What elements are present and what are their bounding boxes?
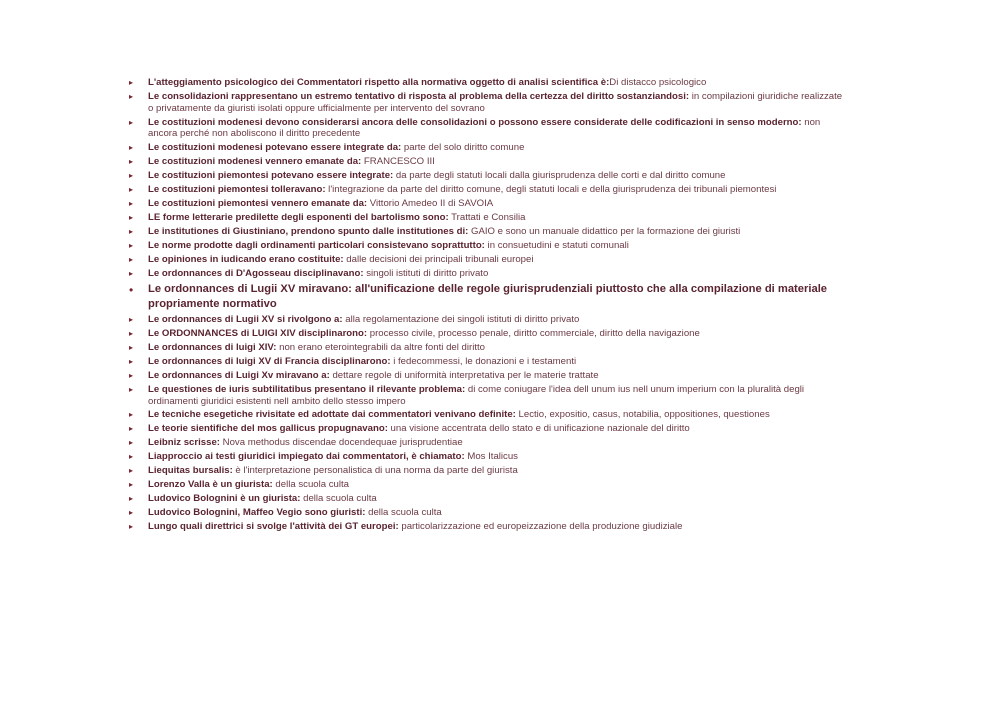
list-item (128, 268, 848, 280)
list-item (128, 184, 848, 196)
answer-text: Trattati e Consilia (448, 212, 526, 224)
bullet-icon: ▸ (129, 255, 134, 265)
list-item (128, 77, 848, 89)
bullet-icon: ▸ (129, 356, 134, 366)
list-item (128, 342, 848, 354)
question-text: Le ordonnances di Luigi Xv miravano a: (148, 369, 330, 381)
answer-text: dalle decisioni dei principali tribunali europei (343, 254, 534, 266)
answer-text: della scuola culta (272, 479, 350, 491)
bullet-icon: ▸ (129, 522, 134, 532)
answer-text: della scuola culta (365, 507, 442, 519)
bullet-icon: ▸ (129, 342, 134, 352)
list-item (128, 437, 848, 449)
question-text: Le ordonnances di Lugii XV si rivolgono a: (148, 313, 343, 325)
bullet-icon: ▸ (129, 199, 134, 209)
question-text: Liapproccio ai testi giuridici impiegato dai commentatori, è chiamato: (148, 451, 465, 463)
list-item (128, 117, 848, 140)
question-text: Le ORDONNANCES di LUIGI XIV disciplinarono: (148, 327, 368, 339)
bullet-icon: ▸ (129, 241, 134, 251)
bullet-icon: ▸ (129, 117, 134, 127)
answer-text: è l'interpretazione personalistica di una norma da parte del giurista (232, 465, 518, 477)
bullet-icon: ▸ (129, 466, 134, 476)
question-text: Le costituzioni modenesi vennero emanate da: (148, 156, 362, 168)
question-text: Le teorie sientifiche del mos gallicus propugnavano: (148, 423, 388, 435)
question-text: Ludovico Bolognini è un giurista: (148, 493, 301, 505)
question-text: Le ordonnances di luigi XV di Francia disciplinarono: (148, 355, 391, 367)
list-item (128, 507, 848, 519)
answer-text: in compilazioni giuridiche realizzate o privatamente da giuristi isolati oppure ufficialmente per intervento del sovrano (148, 90, 843, 114)
answer-text: l'integrazione da parte del diritto comune, degli statuti locali e della giurisprudenza dei tribunali piemontesi (325, 184, 777, 196)
bullet-icon: ▸ (129, 508, 134, 518)
answer-text: singoli istituti di diritto privato (363, 268, 489, 279)
question-text: Le costituzioni piemontesi tolleravano: (148, 184, 326, 196)
list-item (128, 479, 848, 491)
question-text: Leibniz scrisse: (148, 437, 220, 449)
answer-text: non ancora perché non aboliscono il diritto precedente (148, 116, 821, 140)
answer-text: GAIO e sono un manuale didattico per la formazione dei giuristi (468, 226, 741, 238)
bullet-icon: ▸ (129, 91, 134, 101)
question-text: Le ordonnances di Lugii XV miravano: all'unificazione delle regole giurisprudenziali piuttosto che alla compilazione di materiale propriamente normativo (148, 282, 828, 310)
list-item (128, 254, 848, 266)
answer-text: i fedecommessi, le donazioni e i testamenti (390, 355, 577, 367)
bullet-icon: ▸ (129, 269, 134, 278)
bullet-icon: ▸ (129, 480, 134, 490)
question-text: Le norme prodotte dagli ordinamenti particolari consistevano soprattutto: (148, 240, 485, 252)
list-item (128, 423, 848, 435)
list-item (128, 493, 848, 505)
question-text: Le opiniones in iudicando erano costituite: (148, 254, 344, 266)
answer-text: da parte degli statuti locali dalla giurisprudenza delle corti e dal diritto comune (393, 170, 726, 182)
list-item (128, 212, 848, 224)
bullet-icon: ▸ (129, 328, 134, 338)
question-text: Le tecniche esegetiche rivisitate ed adottate dai commentatori venivano definite: (148, 409, 516, 421)
question-text: Ludovico Bolognini, Maffeo Vegio sono giuristi: (148, 507, 366, 519)
question-text: Le costituzioni modenesi devono considerarsi ancora delle consolidazioni o possono essere considerate delle codificazioni in senso moderno: (148, 116, 802, 128)
answer-text: particolarizzazione ed europeizzazione della produzione giudiziale (398, 521, 683, 533)
bullet-icon: ▸ (129, 171, 134, 181)
question-text: Le costituzioni piemontesi vennero emanate da: (148, 198, 368, 210)
question-text: Le ordonnances di luigi XIV: (148, 341, 277, 353)
list-item (128, 156, 848, 168)
answer-text: Di distacco psicologico (609, 77, 707, 88)
list-item (128, 370, 848, 382)
list-item (128, 240, 848, 252)
question-text: Le consolidazioni rappresentano un estremo tentativo di risposta al problema della certezza del diritto sostanziandosi: (148, 90, 690, 102)
answer-text: in consuetudini e statuti comunali (484, 240, 629, 252)
answer-text: alla regolamentazione dei singoli istituti di diritto privato (342, 313, 580, 325)
answer-text: una visione accentrata dello stato e di unificazione nazionale del diritto (387, 423, 690, 435)
list-item (128, 170, 848, 182)
list-item (128, 282, 848, 312)
list-item (128, 198, 848, 210)
answer-text: di come coniugare l'idea dell unum ius nell unum imperium con la pluralità degli ordinamenti giuridici esistenti nell ambito dello stesso impero (148, 383, 805, 407)
bullet-icon: ▸ (129, 227, 134, 237)
bullet-icon: ▸ (129, 185, 134, 195)
question-text: Le questiones de iuris subtilitatibus presentano il rilevante problema: (148, 383, 466, 395)
list-item (128, 384, 848, 407)
answer-text: Lectio, expositio, casus, notabilia, oppositiones, questiones (515, 409, 770, 421)
answer-text: parte del solo diritto comune (401, 142, 525, 154)
bullet-icon: ▸ (129, 78, 134, 87)
question-text: Liequitas bursalis: (148, 465, 233, 477)
answer-text: processo civile, processo penale, diritto commerciale, diritto della navigazione (367, 327, 700, 339)
bullet-icon: • (129, 282, 134, 297)
question-text: Lorenzo Valla è un giurista: (148, 479, 273, 491)
bullet-icon: ▸ (129, 494, 134, 504)
question-text: L'atteggiamento psicologico dei Commentatori rispetto alla normativa oggetto di analisi scientifica è: (148, 77, 610, 88)
question-text: Lungo quali direttrici si svolge l'attività dei GT europei: (148, 521, 399, 533)
question-text: Le costituzioni piemontesi potevano essere integrate: (148, 170, 394, 182)
bullet-icon: ▸ (129, 424, 134, 434)
bullet-icon: ▸ (129, 410, 134, 420)
bullet-icon: ▸ (129, 143, 134, 153)
question-text: Le costituzioni modenesi potevano essere integrate da: (148, 142, 402, 154)
list-item (128, 356, 848, 368)
answer-text: Vittorio Amedeo II di SAVOIA (367, 198, 494, 210)
answer-text: FRANCESCO III (361, 156, 435, 168)
answer-text: Mos Italicus (464, 451, 518, 463)
question-text: Le ordonnances di D'Agosseau disciplinavano: (148, 268, 364, 279)
list-item (128, 91, 848, 114)
bullet-icon: ▸ (129, 384, 134, 394)
answer-text: non erano eterointegrabili da altre fonti del diritto (276, 341, 485, 353)
list-item (128, 451, 848, 463)
question-text: LE forme letterarie predilette degli esponenti del bartolismo sono: (148, 212, 449, 224)
answer-text: dettare regole di uniformità interpretativa per le materie trattate (329, 369, 599, 381)
question-text: Le institutiones di Giustiniano, prendono spunto dalle institutiones di: (148, 226, 469, 238)
bullet-icon: ▸ (129, 314, 134, 324)
answer-text: Nova methodus discendae docendequae jurisprudentiae (219, 437, 463, 449)
bullet-icon: ▸ (129, 438, 134, 448)
list-item (128, 409, 848, 421)
qa-list (128, 77, 848, 535)
answer-text: della scuola culta (300, 493, 377, 505)
list-item (128, 226, 848, 238)
bullet-icon: ▸ (129, 157, 134, 167)
bullet-icon: ▸ (129, 370, 134, 380)
bullet-icon: ▸ (129, 213, 134, 223)
list-item (128, 465, 848, 477)
list-item (128, 314, 848, 326)
list-item (128, 142, 848, 154)
list-item (128, 521, 848, 533)
list-item (128, 328, 848, 340)
bullet-icon: ▸ (129, 452, 134, 462)
